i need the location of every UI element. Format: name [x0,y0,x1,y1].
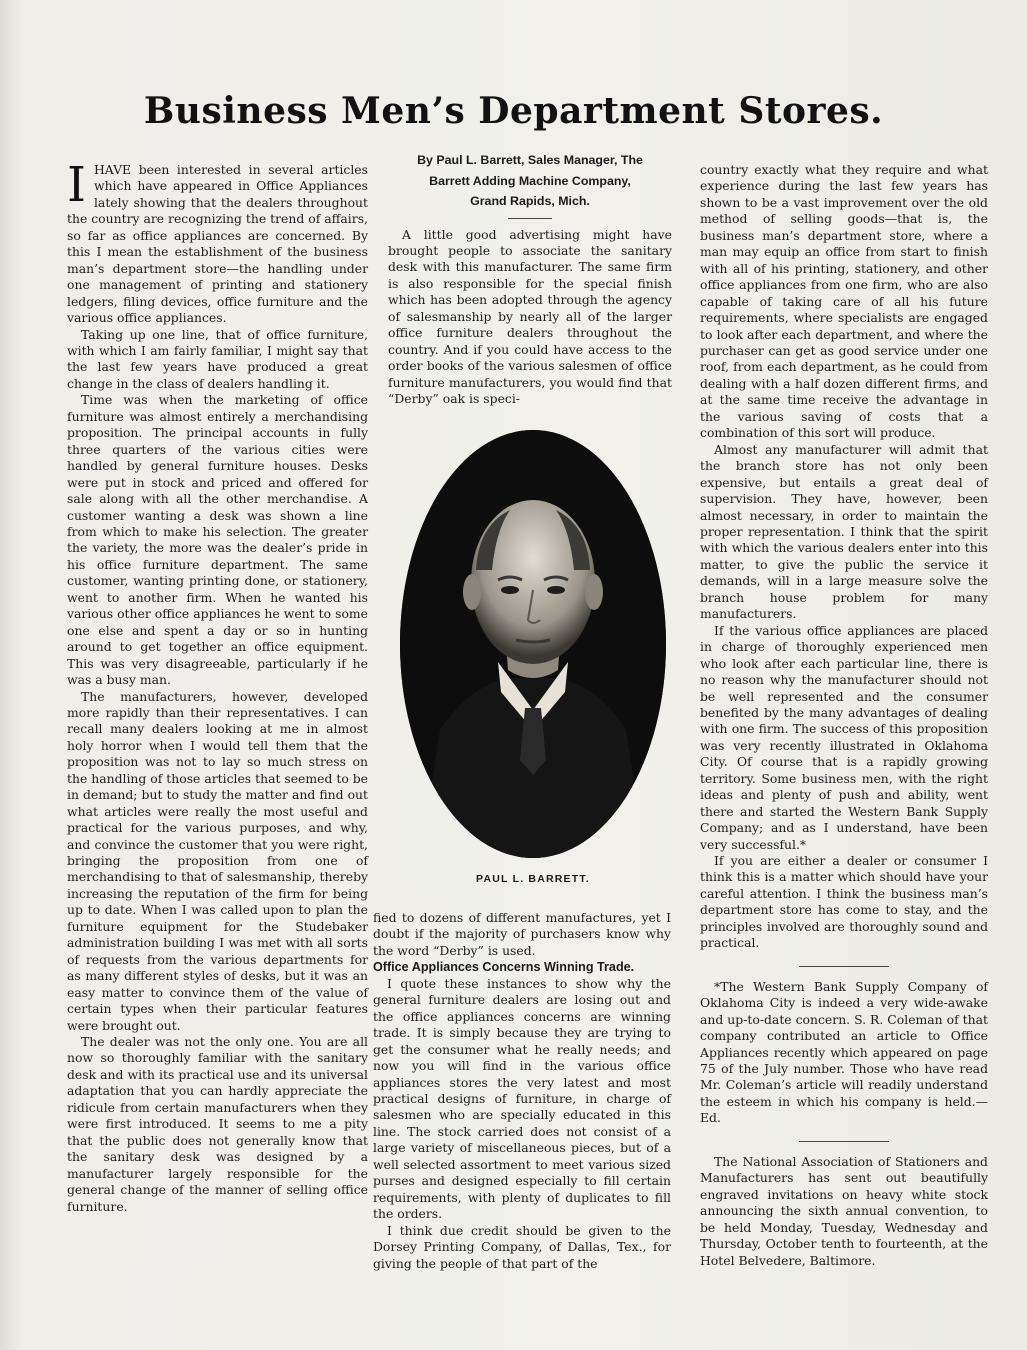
byline-line-3: Grand Rapids, Mich. [470,194,590,208]
divider-rule [799,966,889,967]
paragraph-12: If the various office appliances are placed in charge of thoroughly experienced men who look after each particular line, there is no reason why the manufacturer should not be well represented and the consumer benefited by the many advantages of dealing with one firm. The success of this proposition was very recently illustrated in Oklahoma City. Of course that is a rapidly growing territory. Some business men, with the right ideas and plenty of push and ability, went there and started the Western Bank Supply Company; and as I understand, have been very successful.* [700,622,988,852]
divider-rule [799,1141,889,1142]
paragraph-5: The dealer was not the only one. You are all now so thoroughly familiar with the sanitary desk and with its practical use and its universal adaptation that you can hardly appreciate the ridicule from certain manufacturers when they were first introduced. It seems to me a pity that the public does not generally know that the sanitary desk was designed by a manufacturer largely responsible for the general change of the manner of selling office furniture. [67,1034,368,1214]
paragraph-14: The National Association of Stationers and Manufacturers has sent out beautifully engraved invitations on heavy white stock announcing the sixth annual convention, to be held Monday, Tuesday, Wednesday and Thursday, October tenth to fourteenth, at the Hotel Belvedere, Baltimore. [700,1153,988,1268]
column-middle-top [388,150,672,407]
editor-footnote: *The Western Bank Supply Company of Oklahoma City is indeed a very wide-awake and up-to-date concern. S. R. Coleman of that company contributed an article to Office Appliances recently which appeared on page 75 of the July number. Those who have read Mr. Coleman’s article will readily understand the esteem in which his company is held.—Ed. [700,978,988,1126]
column-right [700,162,988,1269]
paragraph-11: Almost any manufacturer will admit that the branch store has not only been expensive, but entails a great deal of supervision. They have, however, been almost necessary, in order to maintain the proper representation. I think that the spirit with which the various dealers enter into this matter, to give the public the service it demands, will in a large measure solve the branch house problem for many manufacturers. [700,441,988,622]
paragraph-6: A little good advertising might have brought people to associate the sanitary desk with this manufacturer. The same firm is also responsible for the special finish which has been adopted through the agency of salesmanship by nearly all of the larger office furniture dealers throughout the country. And if you could have access to the order books of the various salesmen of office furniture manufacturers, you would find that “Derby” oak is speci- [388,226,672,407]
section-subhead: Office Appliances Concerns Winning Trade. [373,960,635,975]
divider-rule [508,218,552,219]
column-middle-bottom [373,910,671,1272]
paragraph-13: If you are either a dealer or consumer I think this is a matter which should have your careful attention. I think the business man’s department store has come to stay, and the principles involved are thoroughly sound and practical. [700,853,988,951]
paragraph-2: Taking up one line, that of office furniture, with which I am fairly familiar, I might say that the last few years have produced a great change in the class of dealers handling it. [67,326,368,391]
column-left [67,157,368,1215]
portrait-photo [400,430,666,858]
paragraph-1-text: HAVE been interested in several articles which have appeared in Office Appliances lately showing that the dealers throughout the country are recognizing the trend of affairs, so far as office appliances are concerned. By this I mean the establishment of the business man’s department store—the handling under one management of printing and stationery ledgers, filing devices, office furniture and the various office appliances. [67,162,368,326]
page-title: Business Men’s Department Stores. [143,90,884,132]
paragraph-3: Time was when the marketing of office furniture was almost entirely a merchandising proposition. The principal accounts in fully three quarters of the various cities were handled by general furniture houses. Desks were put in stock and priced and offered for sale along with all the other merchandise. A customer wanting a desk was shown a line from which to make his selection. The greater the variety, the more was the dealer’s pride in his office furniture department. The same customer, wanting printing done, or stationery, went to another firm. When he wanted his various other office appliances he went to some one else and spent a day or so in hunting around to get together an office equipment. This was very disagreeable, particularly if he was a busy man. [67,392,368,688]
drop-cap: I [67,157,86,213]
byline [388,150,672,212]
paragraph-9: I think due credit should be given to the Dorsey Printing Company, of Dallas, Tex., for giving the people of that part of the [373,1222,671,1271]
paragraph-1 [67,157,368,327]
paragraph-7: fied to dozens of different manufactures, yet I doubt if the majority of purchasers know why the word “Derby” is used. [373,910,671,958]
paragraph-10: country exactly what they require and what experience during the last few years has shown to be a vast improvement over the old method of selling goods—that is, the business man’s department store, where a man may equip an office from start to finish with all of his printing, stationery, and other office appliances from one firm, who are also capable of taking care of all his future requirements, where specialists are engaged to look after each department, and where the purchaser can get as good service under one roof, from each department, as he could from dealing with a half dozen different firms, and at the same time receive the advantage in the various saving of costs that a combination of this sort will produce. [700,162,988,441]
byline-line-1: By Paul L. Barrett, Sales Manager, The [417,153,643,167]
paragraph-4: The manufacturers, however, developed more rapidly than their representatives. I can recall many dealers looking at me in almost holy horror when I would tell them that the proposition was not to lay so much stress on the handling of those articles that seemed to be in demand; but to study the matter and find out what articles were really the most useful and practical for the various purposes, and why, and convince the customer that you were right, bringing the proposition from one of merchandising to that of salesmanship, thereby increasing the reputation of the firm for being up to date. When I was called upon to plan the furniture equipment for the Studebaker administration building I was met with all sorts of requests from the various departments for as many different styles of desks, but it was an easy matter to convince them of the value of certain types when their particular features were brought out. [67,688,368,1033]
portrait-figure [400,430,666,858]
byline-line-2: Barrett Adding Machine Company, [429,173,631,188]
paragraph-8: I quote these instances to show why the general furniture dealers are losing out and the office appliances concerns are winning trade. It is simply because they are trying to get the consumer what he really needs; and now you will find in the various office appliances stores the very latest and most practical designs of furniture, in charge of salesmen who are specially educated in this line. The stock carried does not consist of a large variety of miscellaneous pieces, but of a well selected assortment to meet various sized purses and designed especially to fill certain requirements, with plenty of duplicates to fill the orders. [373,975,671,1222]
photo-caption: PAUL L. BARRETT. [476,873,590,885]
